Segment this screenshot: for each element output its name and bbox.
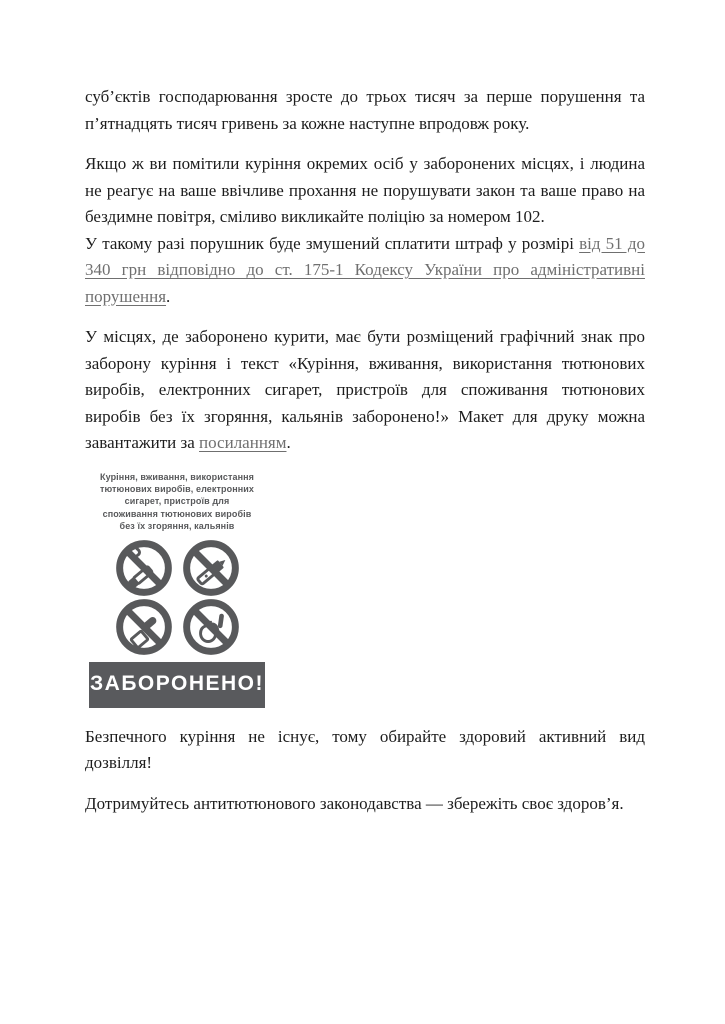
sign-requirement-text: У місцях, де заборонено курити, має бути розміщений графічний знак про заборону куріння і текст «Куріння, вживання, використання тютюнових виробів, електронних сигарет, пристроїв для споживання тютюнових виробів без їх згоряння, кальянів заборонено!» Макет для друку можна завантажити за bbox=[85, 327, 645, 452]
prohibited-banner bbox=[89, 662, 265, 708]
paragraph-police: Якщо ж ви помітили куріння окремих осіб у заборонених місцях, і людина не реагує на ваше ввічливе прохання не порушувати закон та ваше право на бездимне повітря, сміливо викликайте поліцію за номером 102. bbox=[85, 154, 645, 226]
fine-amount-suffix-text: . bbox=[166, 286, 171, 306]
paragraph-sign-requirement bbox=[85, 324, 645, 457]
sign-header-line: споживання тютюнових виробів bbox=[102, 508, 252, 519]
paragraph-healthy-lifestyle: Безпечного куріння не існує, тому обирайте здоровий активний вид дозвілля! bbox=[85, 726, 645, 773]
no-hookah-icon bbox=[182, 598, 240, 656]
paragraph-fine-amount bbox=[85, 231, 645, 311]
no-e-cigarette-icon bbox=[182, 539, 240, 597]
sign-header-line: Куріння, вживання, використання bbox=[100, 471, 254, 482]
admin-code-link[interactable]: від 51 до 340 грн відповідно до ст. 175-1 Кодексу України про адміністративні порушення bbox=[85, 233, 645, 306]
sign-header-line: тютюнових виробів, електронних bbox=[99, 483, 255, 494]
paragraph-police-group bbox=[85, 151, 645, 310]
paragraph-closing: Дотримуйтесь антитютюнового законодавства — збережіть своє здоров’я. bbox=[85, 793, 624, 813]
sign-header-line: без їх згоряння, кальянів bbox=[119, 521, 235, 532]
prohibition-icons-grid bbox=[89, 539, 265, 656]
layout-download-link[interactable]: посиланням bbox=[199, 433, 287, 452]
paragraph-fines: суб’єктів господарювання зросте до трьох тисяч за перше порушення та п’ятнадцять тисяч гривень за кожне наступне впродовж року. bbox=[85, 87, 645, 133]
sign-requirement-suffix-text: . bbox=[286, 433, 291, 452]
sign-header-line: сигарет, пристроїв для bbox=[124, 496, 230, 507]
prohibited-banner-label: ЗАБОРОНЕНО! bbox=[90, 672, 264, 696]
no-heated-tobacco-icon bbox=[115, 598, 173, 656]
no-cigarette-icon bbox=[115, 539, 173, 597]
no-smoking-sign-image bbox=[89, 471, 265, 708]
sign-header-text bbox=[89, 471, 265, 533]
fine-amount-prefix-text: У такому разі порушник буде змушений сплатити штраф у розмірі bbox=[85, 233, 580, 253]
